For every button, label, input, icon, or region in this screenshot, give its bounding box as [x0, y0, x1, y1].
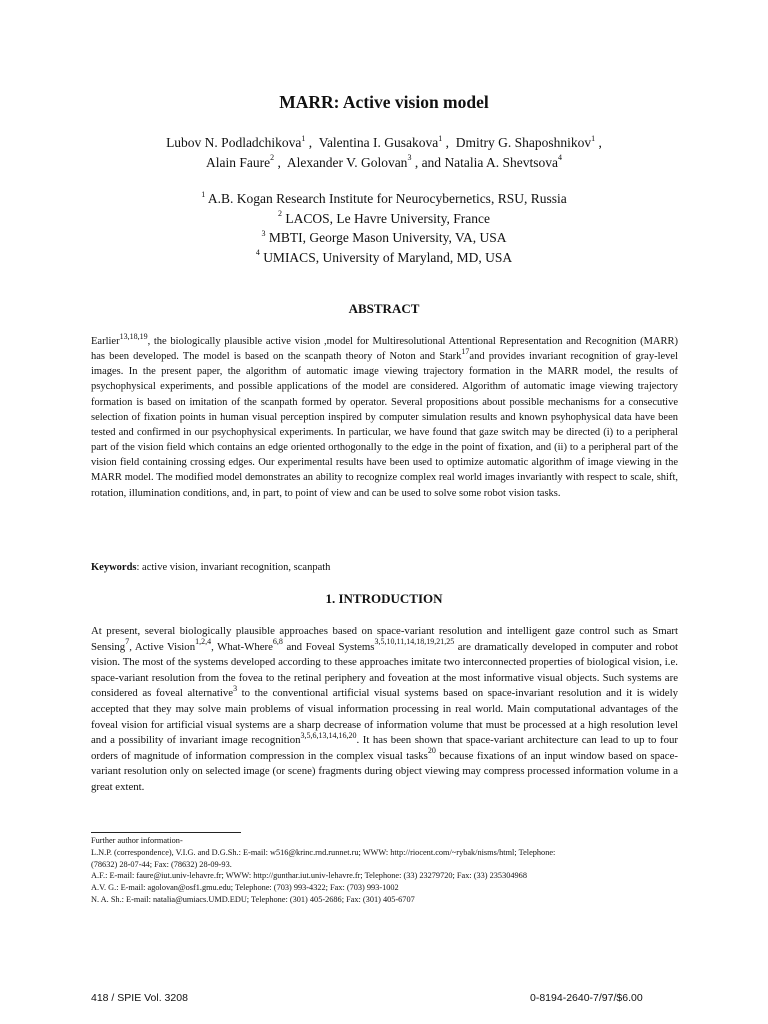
intro-text: At present, several biologically plausible approaches based on space-variant resolution and intelligent gaze control such as Smart Sensing	[91, 625, 678, 653]
page-footer-left: 418 / SPIE Vol. 3208	[91, 992, 188, 1004]
author-name: Valentina I. Gusakova	[318, 135, 439, 150]
affiliation	[0, 248, 768, 268]
footnotes	[91, 835, 691, 906]
footnote-line: A.V. G.: E-mail: agolovan@osf1.gmu.edu; Telephone: (703) 993-4322; Fax: (703) 993-1002	[91, 883, 399, 893]
affiliation-mark: 2	[270, 153, 275, 162]
citation-mark: 7	[125, 637, 130, 646]
author-list	[0, 133, 768, 172]
abstract-body	[91, 331, 678, 501]
footnote-divider	[91, 832, 241, 833]
author-line-1: Lubov N. Podladchikova$^1$ , Valentina I. Gusakova$^1$ , Dmitry G. Shaposhnikov$^1$ ,	[166, 133, 602, 150]
introduction-heading: 1. INTRODUCTION	[325, 591, 443, 606]
citation-mark: 17	[461, 346, 470, 356]
affiliation-mark: 2	[278, 209, 283, 218]
affiliation-text: UMIACS, University of Maryland, MD, USA	[263, 249, 513, 265]
footnote-line: N. A. Sh.: E-mail: natalia@umiacs.UMD.EDU; Telephone: (301) 405-2686; Fax: (301) 405-6707	[91, 894, 415, 904]
citation-mark: 20	[427, 746, 436, 756]
affiliation	[0, 209, 768, 229]
author-line-2: Alain Faure$^2$ , Alexander V. Golovan$^3$ , and Natalia A. Shevtsova$^4$	[205, 153, 563, 170]
intro-text: , What-Where	[211, 640, 273, 653]
citation-mark: 13,18,19	[119, 331, 148, 341]
page-footer-right: 0-8194-2640-7/97/$6.00	[530, 992, 643, 1004]
affiliation-mark: 1	[301, 133, 306, 143]
introduction-body	[91, 624, 678, 796]
author-name: Natalia A. Shevtsova	[444, 154, 559, 170]
footnote-line: (78632) 28-07-44; Fax: (78632) 28-09-93.	[91, 859, 232, 869]
affiliation-text: A.B. Kogan Research Institute for Neurocybernetics, RSU, Russia	[207, 191, 567, 206]
affiliation-mark: 1	[201, 189, 206, 199]
affiliation-mark: 1	[591, 133, 596, 143]
keywords-label: Keywords	[91, 562, 137, 573]
abstract-heading: ABSTRACT	[348, 301, 420, 316]
affiliation-mark: 3	[261, 228, 266, 238]
affiliation-list	[0, 189, 768, 267]
affiliation-text: MBTI, George Mason University, VA, USA	[268, 230, 507, 245]
citation-mark: 3,5,6,13,14,16,20	[300, 730, 357, 740]
author-name: Alexander V. Golovan	[286, 154, 408, 170]
affiliation-mark: 1	[438, 133, 443, 143]
abstract-text: Earlier	[91, 336, 120, 347]
citation-mark: 3,5,10,11,14,18,19,21,25	[374, 637, 455, 646]
intro-text: and Foveal Systems	[282, 640, 375, 653]
footnote-line: L.N.P. (correspondence), V.I.G. and D.G.Sh.: E-mail: w516@krinc.rnd.runnet.ru; WWW: http://riocent.com/~rybak/nisms/html; Telephone:	[91, 847, 556, 857]
citation-mark: 6,8	[272, 637, 283, 646]
affiliation-mark: 3	[407, 153, 412, 162]
abstract-text: , the biologically plausible active vision ,model for Multiresolutional Attentional Representation and Recognition (MARR) has been developed. The model is based on the scanpath theory of Noton and Stark	[91, 336, 678, 363]
keywords-line	[91, 562, 330, 573]
author-name: Alain Faure	[205, 154, 271, 170]
paper-title: MARR: Active vision model	[279, 92, 489, 112]
footnote-line: A.F.: E-mail: faure@iut.univ-lehavre.fr; WWW: http://gunthar.iut.univ-lehavre.fr; Telephone: (33) 23279720; Fax: (33) 235304968	[91, 871, 527, 881]
affiliation-text: LACOS, Le Havre University, France	[285, 210, 490, 226]
author-name: Lubov N. Podladchikova	[166, 135, 302, 150]
citation-mark: 1,2,4	[195, 637, 212, 646]
intro-text: because fixations of an input window based on space-variant resolution only on selected image (or scene) fragments during object viewing may compress processed information volume in a great extent.	[91, 749, 678, 793]
abstract-text: and provides invariant recognition of gray-level images. In the present paper, the algorithm of automatic image viewing trajectory formation in the MARR model, the results of psychophysical experiments, and possible applications of the model are considered. Algorithm of automatic image viewing trajectory formation is based on imitation of the scanpath formed by operator. Several propositions about possible mechanisms for a consecutive selection of fixation points in human visual perception inspired by computer simulation results and known psyhophysical data have been tested and confirmed in our psychophysical experiments. In particular, we have found that gaze switch may be directed (i) to a peripheral part of the vision field which contains an edge oriented orthogonally to the edge in the point of fixation, and (ii) to a peripheral part of the vision field containing crossing edges. Our experimental results have been used to optimize automatic algorithm of image viewing in the MARR model. The modified model demonstrates an ability to recognize complex real world images invariantly with respect to scale, shift, rotation, illumination conditions, and, in part, to point of view and can be used to solve some robot vision tasks.	[91, 351, 678, 499]
intro-text: are dramatically developed in computer and robot vision. The most of the systems developed according to these approaches imitate two interconnected properties of biological vision, i.e. space-variant resolution from the fovea to the retinal periphery and foveation at the most informative visual objects. Such systems are considered as foveal alternative	[91, 640, 679, 700]
affiliation	[0, 228, 768, 248]
author-name: Dmitry G. Shaposhnikov	[455, 135, 592, 150]
affiliation-mark: 4	[255, 248, 260, 257]
intro-text: . It has been shown that space-variant architecture can lead to up to four orders of magnitude of information compression in the complex visual tasks	[91, 734, 678, 762]
intro-text: , Active Vision	[129, 640, 196, 653]
intro-text: to the conventional artificial visual systems based on space-invariant resolution and it is widely accepted that they may solve main problems of visual information processing in real world. Main computational advantages of the foveal vision for artificial visual systems are a sharp decrease of information volume that must be processed at a high resolution level and a possibility of invariant image recognition	[91, 687, 678, 747]
affiliation	[0, 189, 768, 209]
citation-mark: 3	[233, 683, 238, 693]
affiliation-mark: 4	[558, 153, 563, 162]
footnote-line: Further author information-	[91, 836, 183, 845]
keywords-text: : active vision, invariant recognition, scanpath	[136, 562, 331, 573]
